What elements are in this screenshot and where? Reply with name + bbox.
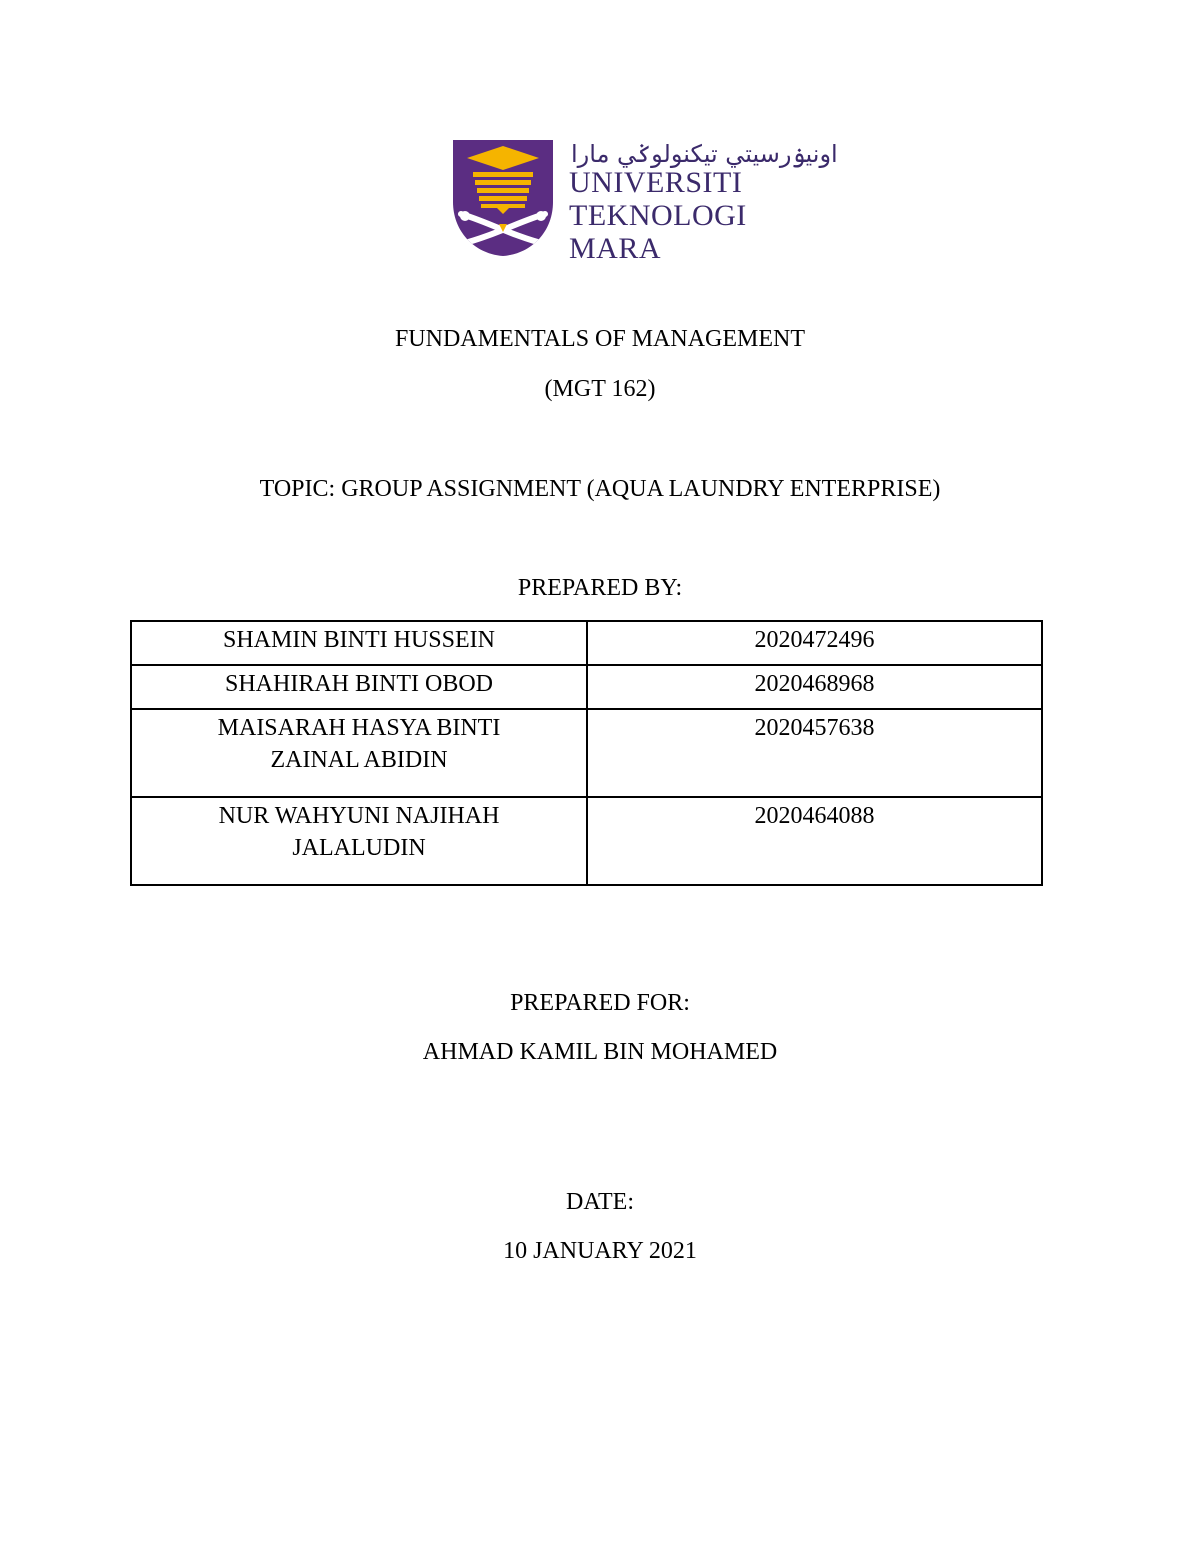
members-table <box>130 620 1043 886</box>
date-label: DATE: <box>566 1189 634 1215</box>
member-name: SHAMIN BINTI HUSSEIN <box>131 621 587 665</box>
uitm-crest-icon <box>453 140 557 258</box>
member-id: 2020472496 <box>587 621 1042 665</box>
member-id: 2020468968 <box>587 665 1042 709</box>
date-value: 10 JANUARY 2021 <box>503 1238 697 1264</box>
member-name <box>131 709 587 797</box>
table-row <box>131 665 1042 709</box>
topic-line: TOPIC: GROUP ASSIGNMENT (AQUA LAUNDRY ENTERPRISE) <box>259 476 941 502</box>
table-row <box>131 621 1042 665</box>
member-name-line-2: ZAINAL ABIDIN <box>270 747 448 773</box>
table-row <box>131 797 1042 885</box>
member-name-line-1: MAISARAH HASYA BINTI <box>217 715 501 741</box>
member-name: SHAHIRAH BINTI OBOD <box>131 665 587 709</box>
university-logo <box>453 140 838 265</box>
course-code: (MGT 162) <box>544 376 656 402</box>
jawi-university-name: اونيۏرسيتي تيكنولوݢي مارا <box>571 140 838 168</box>
prepared-by-label: PREPARED BY: <box>517 575 683 601</box>
wordmark-line-1: UNIVERSITI <box>569 166 743 199</box>
member-name-line-2: JALALUDIN <box>292 835 426 861</box>
lecturer-name: AHMAD KAMIL BIN MOHAMED <box>422 1039 778 1065</box>
member-name-line-1: NUR WAHYUNI NAJIHAH <box>218 803 500 829</box>
wordmark-line-3: MARA <box>569 232 662 265</box>
member-name <box>131 797 587 885</box>
course-title: FUNDAMENTALS OF MANAGEMENT <box>394 326 806 352</box>
table-row <box>131 709 1042 797</box>
member-id: 2020457638 <box>587 709 1042 797</box>
member-id: 2020464088 <box>587 797 1042 885</box>
university-wordmark <box>569 166 747 265</box>
wordmark-line-2: TEKNOLOGI <box>569 199 747 232</box>
prepared-for-label: PREPARED FOR: <box>510 990 690 1016</box>
